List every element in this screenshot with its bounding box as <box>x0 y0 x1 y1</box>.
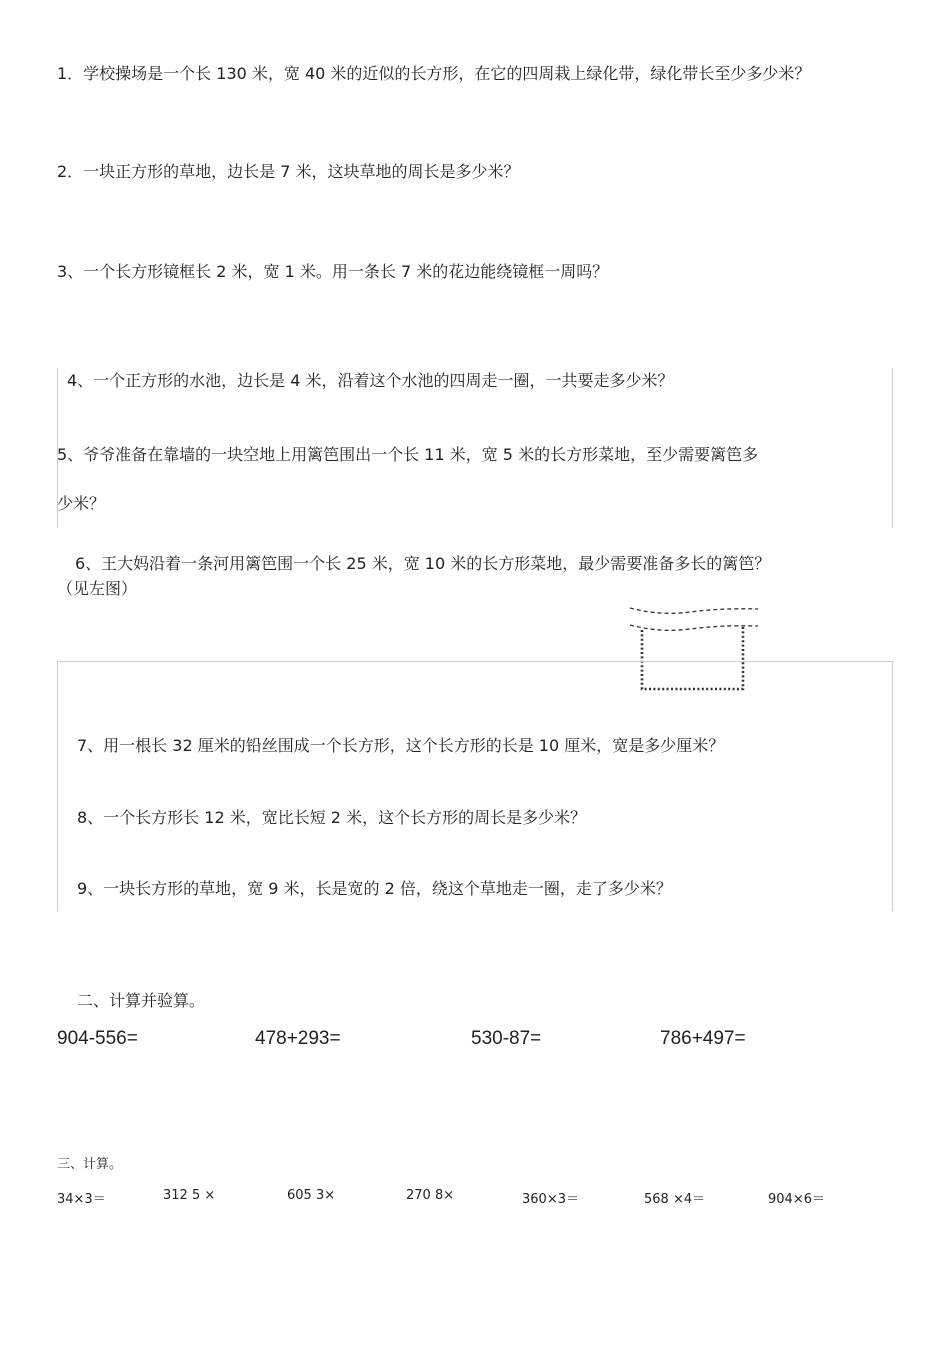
frame-line-top <box>57 661 893 662</box>
question-8: 8、一个长方形长 12 米，宽比长短 2 米，这个长方形的周长是多少米？ <box>77 808 587 827</box>
question-4: 4、一个正方形的水池，边长是 4 米，沿着这个水池的四周走一圈，一共要走多少米？ <box>67 371 674 390</box>
frame-line-left-2 <box>57 661 58 911</box>
question-1: 1．学校操场是一个长 130 米，宽 40 米的近似的长方形，在它的四周栽上绿化带，绿化带长至少多少米？ <box>57 64 811 83</box>
fence-outline <box>642 627 743 689</box>
question-3: 3、一个长方形镜框长 2 米，宽 1 米。用一条长 7 米的花边能绕镜框一周吗？ <box>57 262 609 281</box>
calc-item: 34×3＝ <box>57 1192 106 1207</box>
river-bank-lower <box>630 625 758 630</box>
calc-item: 904×6＝ <box>768 1192 825 1207</box>
river-bank-upper <box>630 608 758 613</box>
calc-problem: 904-556= <box>57 1028 138 1049</box>
frame-line-right-2 <box>892 661 893 911</box>
question-6-line-2: （见左图） <box>57 579 138 598</box>
calc-item: 270 8× <box>406 1188 455 1203</box>
section-2-title: 二、计算并验算。 <box>77 991 206 1010</box>
calc-item: 360×3＝ <box>522 1192 579 1207</box>
question-9: 9、一块长方形的草地，宽 9 米，长是宽的 2 倍，绕这个草地走一圈，走了多少米？ <box>77 879 672 898</box>
calc-item: 312 5 × <box>163 1188 216 1203</box>
question-5-line-2: 少米？ <box>57 494 106 513</box>
calc-problem: 786+497= <box>660 1028 746 1049</box>
calc-item: 568 ×4＝ <box>644 1192 706 1207</box>
calc-problem: 478+293= <box>255 1028 341 1049</box>
question-5-line-1: 5、爷爷准备在靠墙的一块空地上用篱笆围出一个长 11 米，宽 5 米的长方形菜地，至少需要篱笆多 <box>57 445 759 464</box>
question-6-line-1: 6、王大妈沿着一条河用篱笆围一个长 25 米，宽 10 米的长方形菜地，最少需要准备多长的篱笆？ <box>75 554 771 573</box>
calc-problem: 530-87= <box>471 1028 542 1049</box>
river-fence-diagram <box>620 598 770 698</box>
section-3-title: 三、计算。 <box>57 1157 123 1172</box>
calc-item: 605 3× <box>287 1188 336 1203</box>
question-2: 2．一块正方形的草地，边长是 7 米，这块草地的周长是多少米？ <box>57 162 520 181</box>
question-7: 7、用一根长 32 厘米的铅丝围成一个长方形，这个长方形的长是 10 厘米，宽是多少厘米？ <box>77 736 725 755</box>
frame-line-right <box>892 368 893 528</box>
